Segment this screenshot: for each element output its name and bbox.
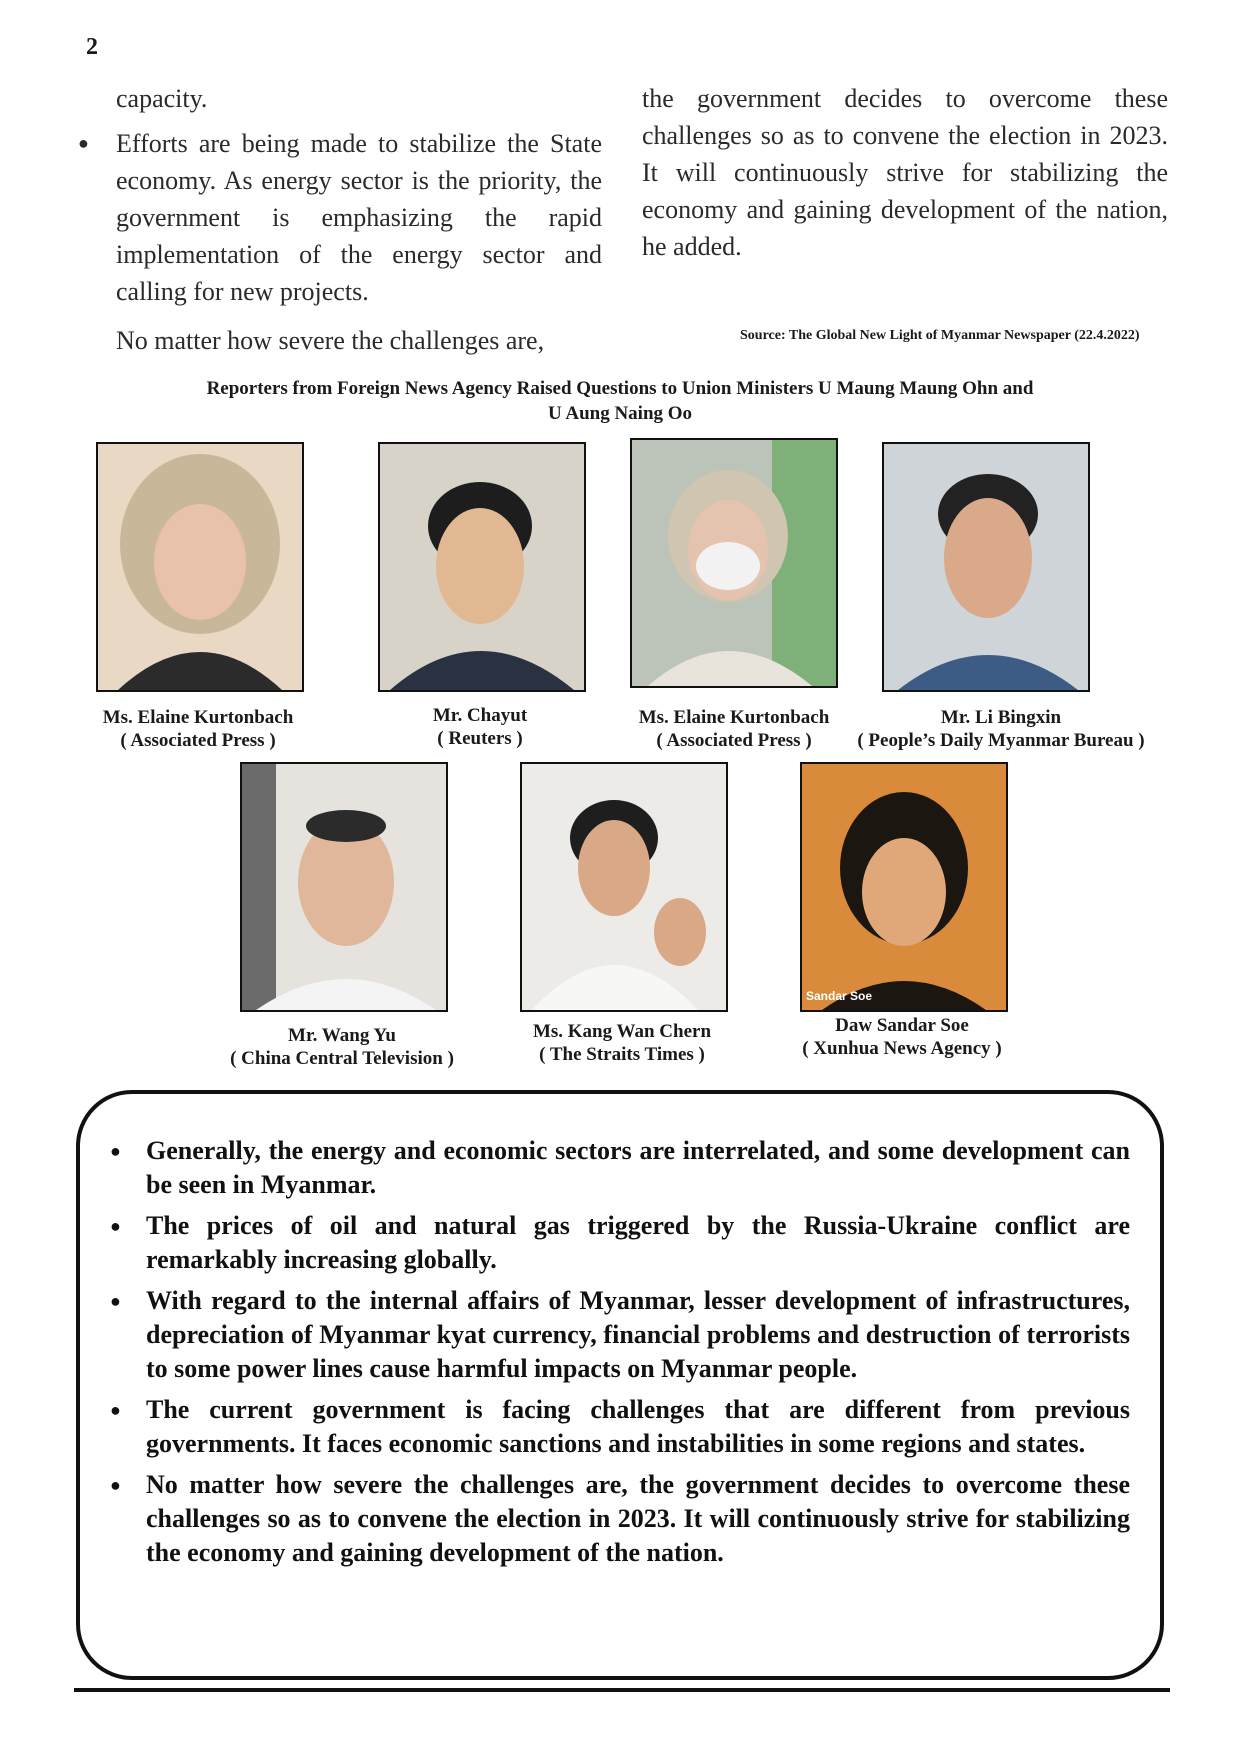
summary-item: ● The prices of oil and natural gas triggered by the Russia-Ukraine conflict are remarkably increasing globally. — [110, 1209, 1130, 1277]
article-bullet-text: Efforts are being made to stabilize the State economy. As energy sector is the priority, the government is emphasizing the rapid implementation of the energy sector and calling for new projects. — [116, 129, 602, 306]
reporter-name: Mr. Chayut — [432, 705, 528, 726]
reporter-name: Ms. Elaine Kurtonbach — [102, 707, 294, 728]
photo-name-overlay: Sandar Soe — [806, 989, 873, 1003]
summary-item: ● The current government is facing challenges that are different from previous governments. It faces economic sanctions and instabilities in some regions and states. — [110, 1393, 1130, 1461]
reporter-name: Mr. Wang Yu — [288, 1025, 396, 1046]
bullet-dot-icon: ● — [110, 1141, 121, 1161]
reporter-photo-5 — [240, 762, 448, 1012]
bottom-rule — [74, 1688, 1170, 1692]
continued-text: capacity. — [116, 84, 208, 113]
page-number: 2 — [86, 34, 98, 60]
summary-item: ● Generally, the energy and economic sectors are interrelated, and some development can be seen in Myanmar. — [110, 1134, 1130, 1202]
bullet-dot-icon: ● — [110, 1216, 121, 1236]
reporter-caption-3 — [592, 706, 876, 752]
reporter-agency: ( The Straits Times ) — [539, 1044, 705, 1065]
article-left-column — [78, 80, 602, 359]
paragraph-end: the government decides to overcome these challenges so as to convene the election in 2023. It will continuously strive for stabilizing the economy and gaining development of the nation, he added. — [642, 84, 1168, 261]
summary-item: ● No matter how severe the challenges are, the government decides to overcome these challenges so as to convene the election in 2023. It will continuously strive for stabilizing the economy and gaining development of the nation. — [110, 1468, 1130, 1570]
reporter-agency: ( People’s Daily Myanmar Bureau ) — [857, 730, 1145, 751]
bullet-dot-icon: ● — [110, 1291, 121, 1311]
reporter-caption-4 — [836, 706, 1166, 752]
reporter-photo-1 — [96, 442, 304, 692]
summary-box — [76, 1090, 1164, 1680]
bullet-dot-icon: ● — [110, 1400, 121, 1420]
reporter-photo-4 — [882, 442, 1090, 692]
reporter-caption-7 — [762, 1014, 1042, 1060]
reporter-agency: ( Reuters ) — [437, 728, 523, 749]
article-right-column — [642, 80, 1168, 265]
paragraph-start: No matter how severe the challenges are, — [116, 326, 545, 355]
reporter-caption-5 — [190, 1024, 494, 1070]
photo-section-title-line1: Reporters from Foreign News Agency Raised Questions to Union Ministers U Maung Maung Ohn and — [206, 378, 1034, 399]
reporter-agency: ( Associated Press ) — [656, 730, 812, 751]
photo-section-title-line2: U Aung Naing Oo — [547, 403, 693, 424]
reporter-caption-6 — [492, 1020, 752, 1066]
reporter-photo-3 — [630, 438, 838, 688]
reporter-name: Ms. Kang Wan Chern — [532, 1021, 712, 1042]
reporter-agency: ( China Central Television ) — [230, 1048, 454, 1069]
reporter-photo-7 — [800, 762, 1008, 1012]
summary-list — [80, 1094, 1160, 1570]
summary-item: ● With regard to the internal affairs of Myanmar, lesser development of infrastructures, depreciation of Myanmar kyat currency, financial problems and destruction of terrorists to some power lines cause harmful impacts on Myanmar people. — [110, 1284, 1130, 1386]
article-source: Source: The Global New Light of Myanmar Newspaper (22.4.2022) — [740, 328, 1140, 343]
reporter-agency: ( Xunhua News Agency ) — [802, 1038, 1002, 1059]
reporter-photo-6 — [520, 762, 728, 1012]
reporter-name: Ms. Elaine Kurtonbach — [638, 707, 830, 728]
reporter-caption-2 — [378, 704, 582, 750]
bullet-dot-icon: ● — [110, 1475, 121, 1495]
article-bullet — [78, 125, 602, 310]
reporter-name: Mr. Li Bingxin — [940, 707, 1062, 728]
reporter-name: Daw Sandar Soe — [835, 1015, 969, 1036]
reporter-photo-2 — [378, 442, 586, 692]
reporter-caption-1 — [56, 706, 340, 752]
reporter-agency: ( Associated Press ) — [120, 730, 276, 751]
bullet-dot-icon: ● — [78, 133, 89, 153]
photo-section-title — [150, 376, 1090, 426]
